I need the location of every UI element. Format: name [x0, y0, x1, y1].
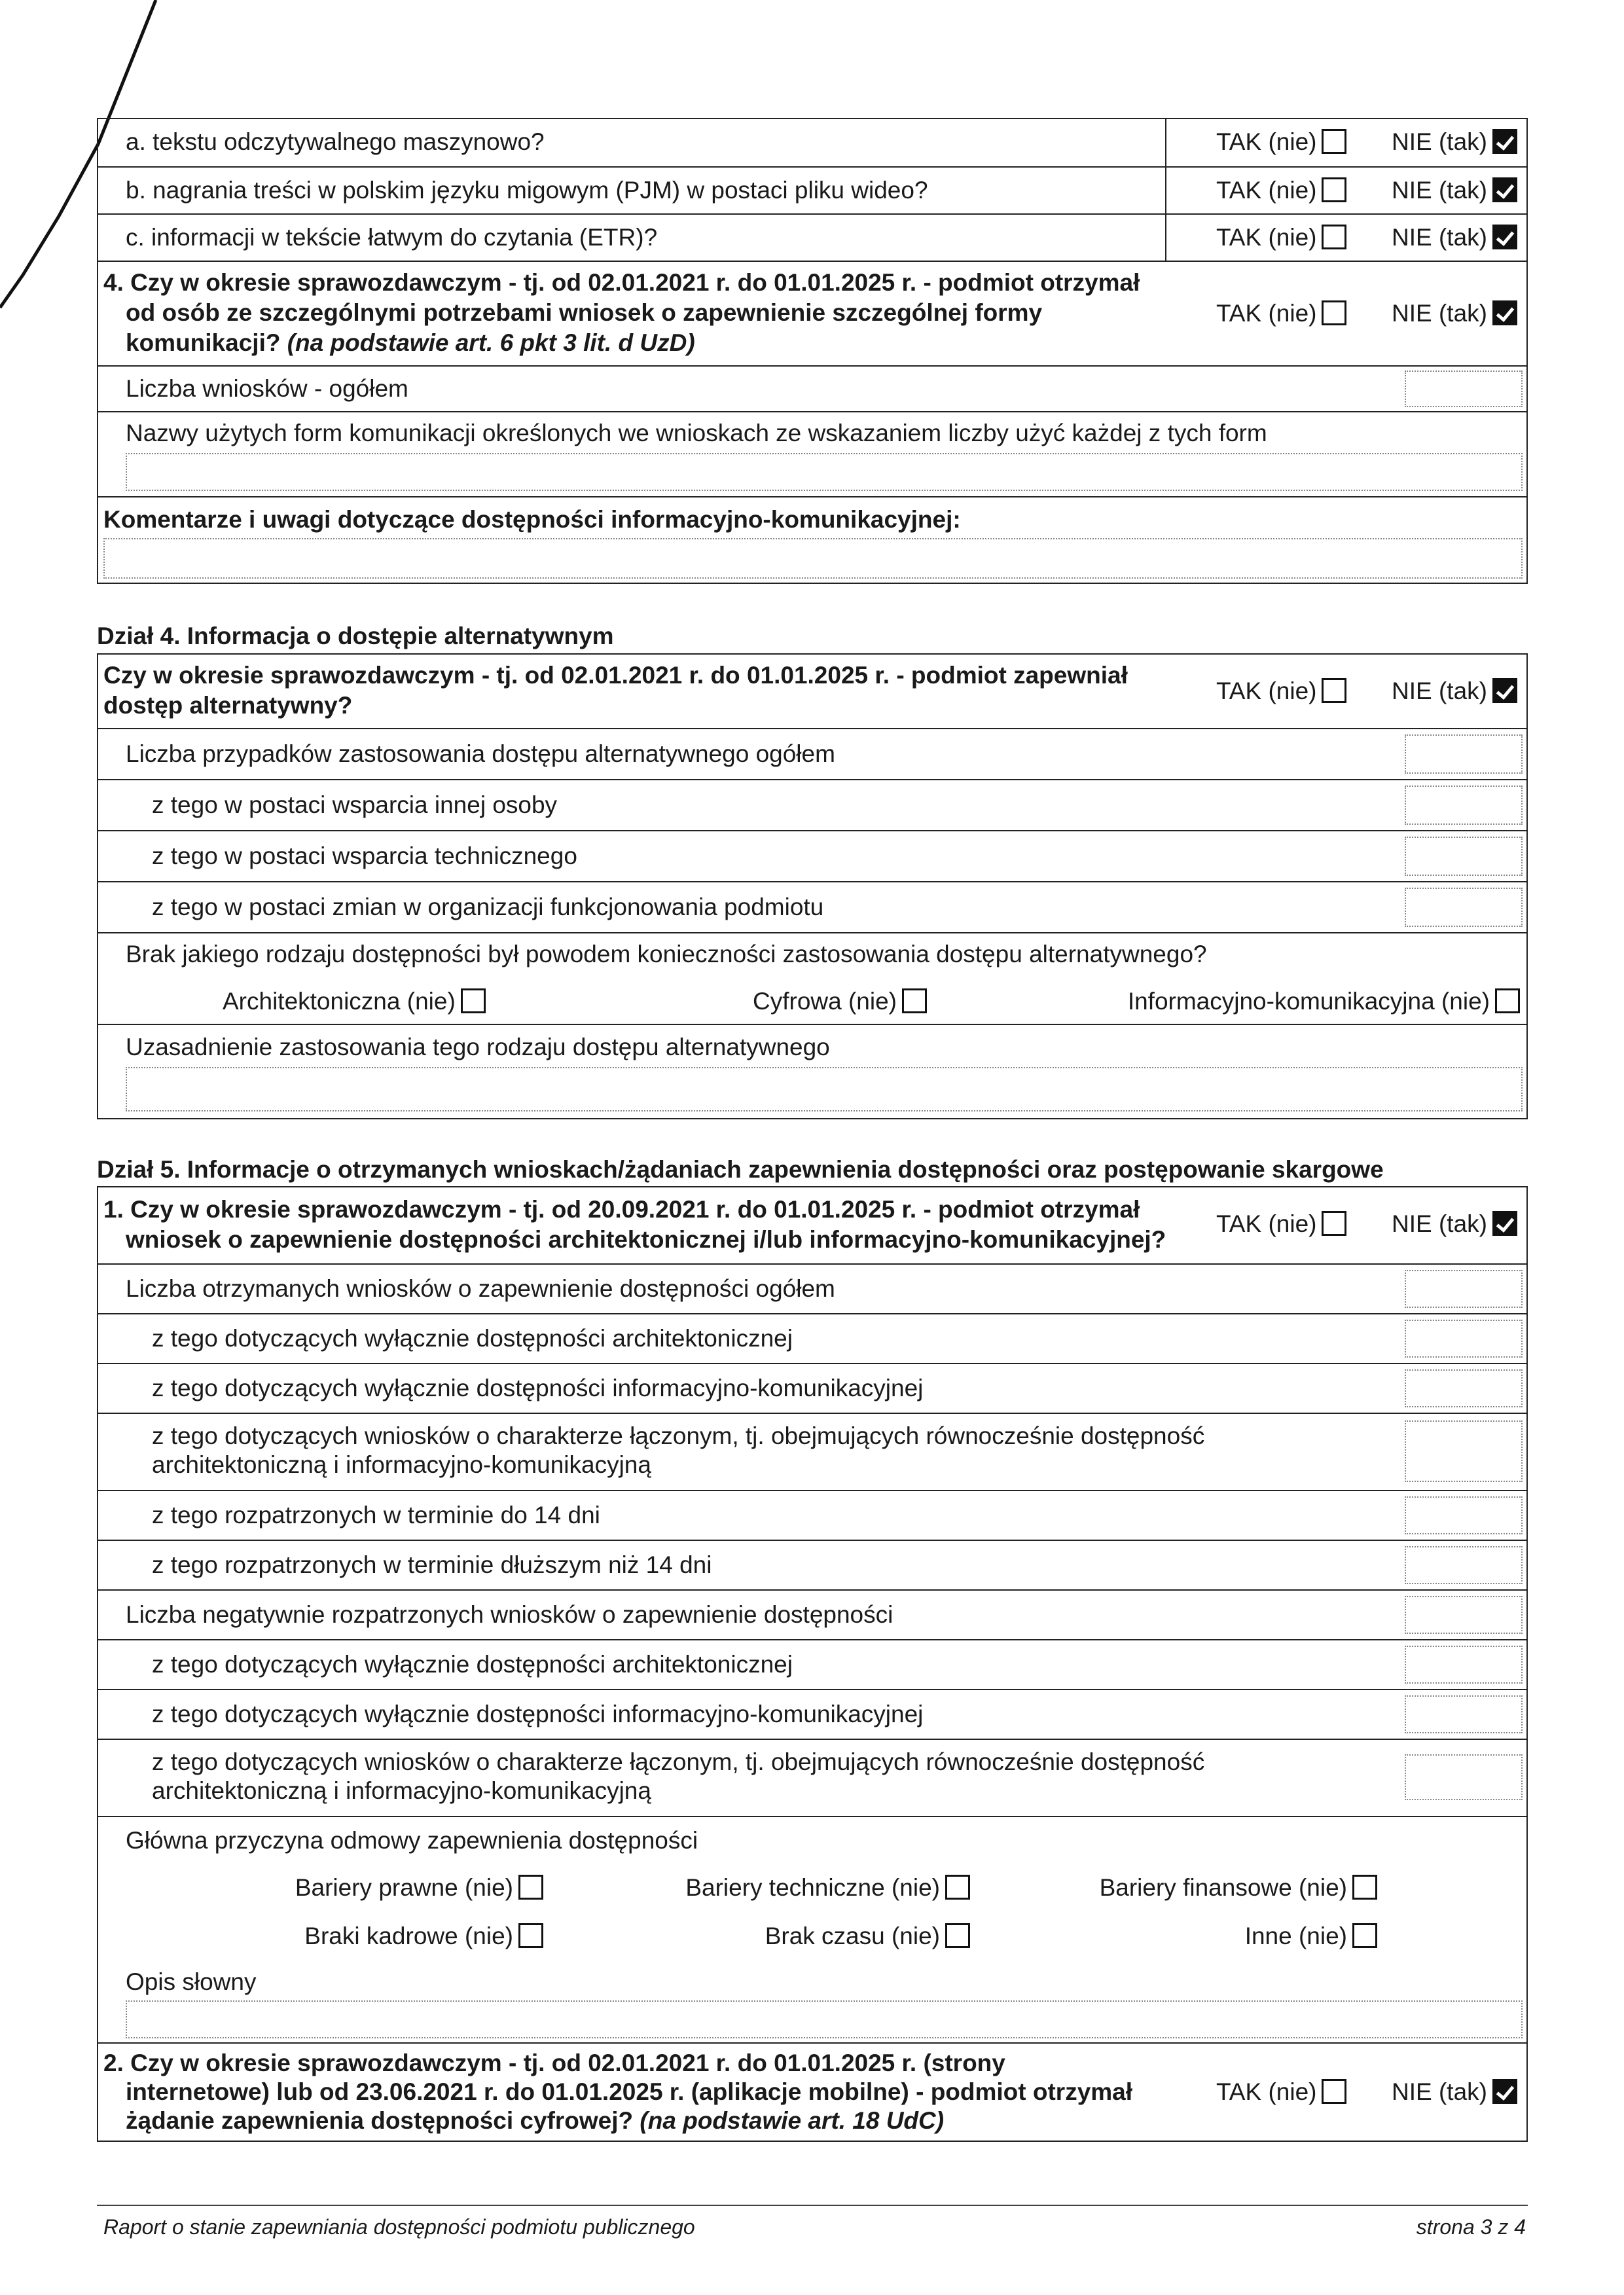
label-s5-r4-line1: z tego dotyczących wniosków o charakterze łączonym, tj. obejmujących równocześnie dostępność [152, 1422, 1205, 1449]
option-architektoniczna: Architektoniczna (nie) [223, 987, 486, 1016]
checkbox-s5-q1-tak[interactable] [1322, 1211, 1346, 1236]
label-count: Liczba wniosków - ogółem [126, 375, 408, 402]
label-s5-r8: z tego dotyczących wyłącznie dostępności architektonicznej [152, 1651, 793, 1678]
s5-q1-line1: 1. Czy w okresie sprawozdawczym - tj. od 20.09.2021 r. do 01.01.2025 r. - podmiot otrzymał [103, 1196, 1140, 1223]
q4-line1: 4. Czy w okresie sprawozdawczym - tj. od 02.01.2021 r. do 01.01.2025 r. - podmiot otrzymał [103, 269, 1140, 296]
input-s5-r9[interactable] [1405, 1695, 1523, 1733]
row-s5-r6 [98, 1540, 1526, 1589]
row-s4-r5 [98, 932, 1526, 1024]
s5-q2-line2: internetowe) lub od 23.06.2021 r. do 01.01.2025 r. (aplikacje mobilne) - podmiot otrzymał [126, 2078, 1133, 2105]
checkbox-bariery-finansowe[interactable] [1352, 1875, 1377, 1900]
row-s5-r8 [98, 1639, 1526, 1689]
q4-line2: od osób ze szczególnymi potrzebami wniosek o zapewnienie szczególnej formy [126, 299, 1043, 326]
page-number: strona 3 z 4 [1416, 2215, 1526, 2239]
table-communication [97, 118, 1528, 584]
label-s5-r11: Główna przyczyna odmowy zapewnienia dostępności [126, 1827, 698, 1854]
row-s5-r1 [98, 1263, 1526, 1313]
row-s5-r3 [98, 1363, 1526, 1413]
row-s5-r9 [98, 1689, 1526, 1739]
checkbox-bariery-prawne[interactable] [518, 1875, 543, 1900]
input-s5-r8[interactable] [1405, 1646, 1523, 1684]
checkbox-q4-nie[interactable] [1492, 300, 1517, 325]
checkbox-a-tak[interactable] [1322, 129, 1346, 154]
row-s4-r6 [98, 1024, 1526, 1118]
checkbox-c-nie[interactable] [1492, 225, 1517, 249]
s4-q-line2: dostęp alternatywny? [103, 692, 353, 719]
table-section-5 [97, 1186, 1528, 2142]
input-forms[interactable] [126, 453, 1523, 491]
checkbox-b-nie[interactable] [1492, 177, 1517, 202]
row-q4 [98, 261, 1526, 365]
yn-s5-q2: TAK (nie) NIE (tak) [1216, 2078, 1517, 2106]
label-opis-slowny: Opis słowny [126, 1968, 257, 1995]
s4-q-line1: Czy w okresie sprawozdawczym - tj. od 02.01.2021 r. do 01.01.2025 r. - podmiot zapewniał [103, 662, 1128, 689]
input-s5-r1[interactable] [1405, 1270, 1523, 1308]
yn-q4: TAK (nie) NIE (tak) [1216, 299, 1517, 328]
yn-s4: TAK (nie) NIE (tak) [1216, 677, 1517, 706]
input-s5-r5[interactable] [1405, 1496, 1523, 1534]
option-bariery-prawne: Bariery prawne (nie) [295, 1873, 543, 1902]
input-opis-slowny[interactable] [126, 2000, 1523, 2038]
option-bariery-finansowe: Bariery finansowe (nie) [1100, 1873, 1377, 1902]
checkbox-brak-czasu[interactable] [945, 1923, 970, 1948]
label-s4-r4: z tego w postaci zmian w organizacji funkcjonowania podmiotu [152, 894, 824, 920]
label-b: b. nagrania treści w polskim języku migowym (PJM) w postaci pliku wideo? [126, 177, 928, 204]
checkbox-inne[interactable] [1352, 1923, 1377, 1948]
input-s4-r1[interactable] [1405, 734, 1523, 774]
checkbox-c-tak[interactable] [1322, 225, 1346, 249]
yn-a: TAK (nie) NIE (tak) [1216, 128, 1517, 156]
option-cyfrowa: Cyfrowa (nie) [753, 987, 927, 1016]
label-s5-r5: z tego rozpatrzonych w terminie do 14 dni [152, 1502, 600, 1528]
label-s5-r10-line1: z tego dotyczących wniosków o charakterze łączonym, tj. obejmujących równocześnie dostępność [152, 1748, 1205, 1775]
row-s4-r3 [98, 830, 1526, 881]
input-s5-r3[interactable] [1405, 1369, 1523, 1407]
label-s5-r6: z tego rozpatrzonych w terminie dłuższym niż 14 dni [152, 1551, 712, 1578]
checkbox-s4-nie[interactable] [1492, 678, 1517, 703]
input-comments[interactable] [103, 538, 1523, 579]
s5-q2-line1: 2. Czy w okresie sprawozdawczym - tj. od 02.01.2021 r. do 01.01.2025 r. (strony [103, 2050, 1005, 2076]
row-s5-reasons [98, 1816, 1526, 2042]
label-c: c. informacji w tekście łatwym do czytania (ETR)? [126, 224, 658, 251]
yn-b: TAK (nie) NIE (tak) [1216, 176, 1517, 205]
label-s5-r7: Liczba negatywnie rozpatrzonych wniosków o zapewnienie dostępności [126, 1601, 893, 1628]
option-inf-kom: Informacyjno-komunikacyjna (nie) [1128, 987, 1520, 1016]
input-s5-r4[interactable] [1405, 1420, 1523, 1482]
label-s5-r2: z tego dotyczących wyłącznie dostępności architektonicznej [152, 1325, 793, 1352]
row-s5-q1 [98, 1187, 1526, 1263]
input-s4-r4[interactable] [1405, 888, 1523, 927]
label-s5-r1: Liczba otrzymanych wniosków o zapewnienie dostępności ogółem [126, 1275, 835, 1302]
checkbox-s5-q2-tak[interactable] [1322, 2079, 1346, 2104]
label-s5-r9: z tego dotyczących wyłącznie dostępności informacyjno-komunikacyjnej [152, 1701, 924, 1727]
yn-c: TAK (nie) NIE (tak) [1216, 223, 1517, 252]
input-s5-r2[interactable] [1405, 1320, 1523, 1358]
checkbox-s5-q2-nie[interactable] [1492, 2079, 1517, 2104]
label-s4-r5: Brak jakiego rodzaju dostępności był powodem konieczności zastosowania dostępu alternatywnego? [126, 941, 1207, 967]
row-s5-r7 [98, 1589, 1526, 1639]
section-5-title: Dział 5. Informacje o otrzymanych wnioskach/żądaniach zapewnienia dostępności oraz postępowanie skargowe [97, 1156, 1384, 1183]
label-s4-r1: Liczba przypadków zastosowania dostępu alternatywnego ogółem [126, 740, 835, 767]
footer-title: Raport o stanie zapewniania dostępności podmiotu publicznego [103, 2215, 695, 2239]
label-s4-r3: z tego w postaci wsparcia technicznego [152, 842, 577, 869]
option-braki-kadrowe: Braki kadrowe (nie) [304, 1922, 543, 1951]
input-s5-r10[interactable] [1405, 1754, 1523, 1800]
section-4-title: Dział 4. Informacja o dostępie alternatywnym [97, 623, 614, 649]
option-inne: Inne (nie) [1245, 1922, 1377, 1951]
option-brak-czasu: Brak czasu (nie) [765, 1922, 970, 1951]
input-count[interactable] [1405, 370, 1523, 407]
label-s5-r10-line2: architektoniczną i informacyjno-komunikacyjną [152, 1777, 651, 1804]
checkbox-architektoniczna[interactable] [461, 988, 486, 1013]
s5-q1-line2: wniosek o zapewnienie dostępności architektonicznej i/lub informacyjno-komunikacyjnej? [126, 1226, 1166, 1253]
row-s4-question [98, 655, 1526, 728]
label-s5-r3: z tego dotyczących wyłącznie dostępności informacyjno-komunikacyjnej [152, 1375, 924, 1401]
checkbox-bariery-techniczne[interactable] [945, 1875, 970, 1900]
label-forms: Nazwy użytych form komunikacji określonych we wnioskach ze wskazaniem liczby użyć każdej z tych form [126, 420, 1267, 446]
footer-rule [97, 2205, 1528, 2206]
input-s4-r2[interactable] [1405, 786, 1523, 825]
checkbox-a-nie[interactable] [1492, 129, 1517, 154]
table-section-4 [97, 653, 1528, 1119]
row-forms [98, 411, 1526, 496]
checkbox-s4-tak[interactable] [1322, 678, 1346, 703]
label-a: a. tekstu odczytywalnego maszynowo? [126, 128, 545, 155]
label-s4-r2: z tego w postaci wsparcia innej osoby [152, 791, 558, 818]
input-s5-r6[interactable] [1405, 1546, 1523, 1584]
checkbox-braki-kadrowe[interactable] [518, 1923, 543, 1948]
row-c [98, 213, 1526, 261]
label-comments: Komentarze i uwagi dotyczące dostępności informacyjno-komunikacyjnej: [103, 506, 961, 533]
input-s4-justification[interactable] [126, 1067, 1523, 1111]
checkbox-cyfrowa[interactable] [902, 988, 927, 1013]
option-bariery-techniczne: Bariery techniczne (nie) [685, 1873, 970, 1902]
input-s5-r7[interactable] [1405, 1596, 1523, 1634]
yn-s5-q1: TAK (nie) NIE (tak) [1216, 1210, 1517, 1238]
row-count [98, 365, 1526, 411]
row-s5-r4 [98, 1413, 1526, 1490]
checkbox-b-tak[interactable] [1322, 177, 1346, 202]
input-s4-r3[interactable] [1405, 837, 1523, 876]
row-s5-r2 [98, 1313, 1526, 1363]
label-s5-r4-line2: architektoniczną i informacyjno-komunikacyjną [152, 1451, 651, 1478]
checkbox-q4-tak[interactable] [1322, 300, 1346, 325]
checkbox-s5-q1-nie[interactable] [1492, 1211, 1517, 1236]
row-s4-r4 [98, 881, 1526, 932]
row-b [98, 166, 1526, 213]
checkbox-inf-kom[interactable] [1495, 988, 1520, 1013]
label-s4-r6: Uzasadnienie zastosowania tego rodzaju dostępu alternatywnego [126, 1034, 830, 1060]
row-s4-r2 [98, 779, 1526, 830]
row-s4-r1 [98, 728, 1526, 779]
row-a [98, 119, 1526, 166]
row-s5-q2 [98, 2042, 1526, 2141]
row-s5-r10 [98, 1739, 1526, 1816]
s5-q2-line3: żądanie zapewnienia dostępności cyfrowej? (na podstawie art. 18 UdC) [126, 2107, 945, 2134]
q4-line3: komunikacji? (na podstawie art. 6 pkt 3 lit. d UzD) [126, 329, 695, 356]
row-s5-r5 [98, 1490, 1526, 1540]
row-comments [98, 496, 1526, 583]
